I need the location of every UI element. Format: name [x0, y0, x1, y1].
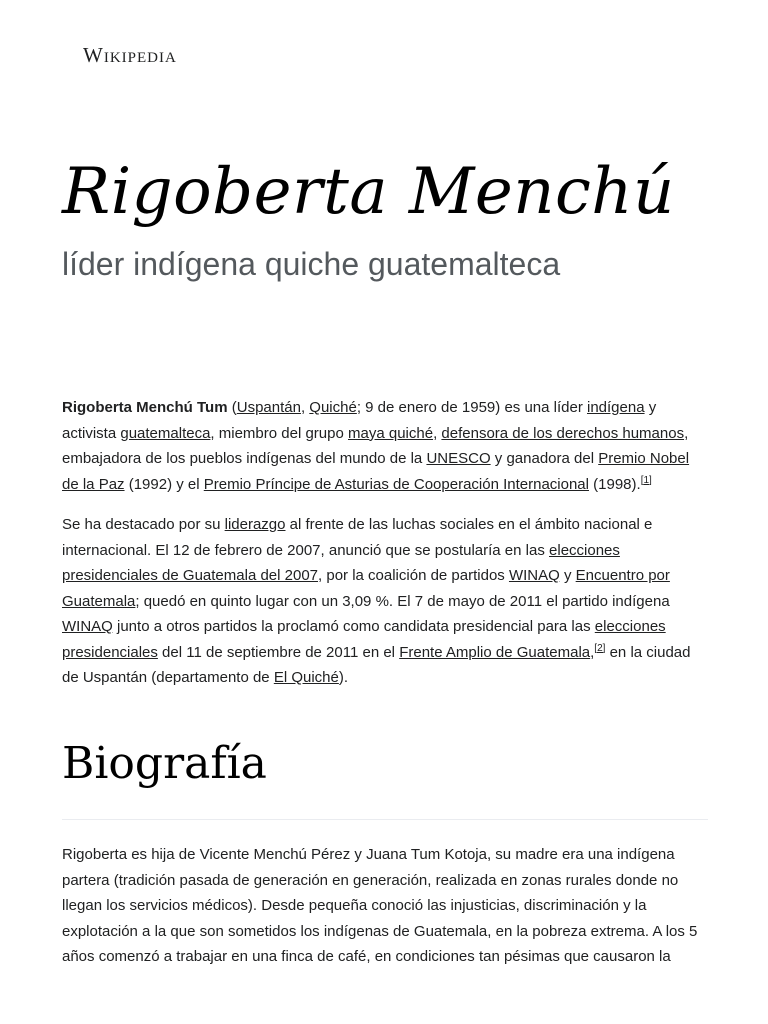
link-elecciones-presidenciales[interactable]: elecciones presidenciales	[62, 618, 666, 661]
text: ; quedó en quinto lugar con un 3,09 %. El 7 de mayo de 2011 el partido indígena	[135, 592, 670, 610]
link-el-quiche[interactable]: El Quiché	[273, 669, 339, 686]
text: , por la coalición de partidos	[318, 567, 509, 584]
text: y activista	[62, 399, 657, 442]
wikipedia-logo[interactable]: Wikipedia	[83, 43, 177, 67]
text: Se ha destacado por su	[62, 516, 225, 533]
text: y ganadora del	[490, 450, 599, 467]
link-liderazgo[interactable]: liderazgo	[224, 516, 286, 533]
link-winaq[interactable]: WINAQ	[508, 567, 560, 584]
text: ,	[433, 424, 442, 442]
link-quiche[interactable]: Quiché	[309, 399, 357, 416]
link-frente-amplio[interactable]: Frente Amplio de Guatemala	[399, 643, 591, 661]
text: , miembro del grupo	[210, 424, 348, 442]
link-elecciones-2007[interactable]: elecciones presidenciales de Guatemala del 2007	[62, 541, 620, 584]
text: junto a otros partidos la proclamó como candidata presidencial para las	[112, 618, 595, 635]
link-uspantan[interactable]: Uspantán	[236, 399, 301, 416]
text: y	[559, 567, 576, 584]
subject-name: Rigoberta Menchú Tum	[62, 399, 228, 416]
text: del 11 de septiembre de 2011 en el	[157, 643, 400, 661]
link-maya-quiche[interactable]: maya quiché	[348, 424, 434, 442]
link-winaq-2[interactable]: WINAQ	[62, 618, 113, 635]
text: (1998).	[588, 475, 641, 493]
text: (	[227, 399, 237, 416]
text: , embajadora de los pueblos indígenas del mundo de la	[62, 424, 689, 467]
text: ,	[300, 399, 310, 416]
link-indigena[interactable]: indígena	[587, 399, 645, 416]
link-premio-nobel-paz[interactable]: Premio Nobel de la Paz	[62, 450, 690, 493]
link-defensora-derechos-humanos[interactable]: defensora de los derechos humanos	[441, 424, 685, 442]
page-subtitle: líder indígena quiche guatemalteca	[62, 246, 561, 282]
section-divider	[62, 819, 708, 820]
text: ,	[590, 643, 595, 661]
link-encuentro-por-guatemala[interactable]: Encuentro por Guatemala	[62, 567, 670, 610]
text: (1992) y el	[124, 475, 204, 493]
section-heading-biografia[interactable]: Biografía	[62, 738, 267, 789]
link-premio-principe-asturias[interactable]: Premio Príncipe de Asturias de Cooperación Internacional	[203, 475, 589, 493]
intro-paragraph	[62, 395, 708, 497]
page-title: Rigoberta Menchú	[62, 155, 675, 229]
link-unesco[interactable]: UNESCO	[426, 450, 491, 467]
link-guatemalteca[interactable]: guatemalteca	[120, 424, 211, 442]
reference-2[interactable]: [2]	[594, 642, 606, 654]
text: ; 9 de enero de 1959) es una líder	[356, 399, 587, 416]
reference-1[interactable]: [1]	[640, 474, 652, 486]
text: ).	[338, 669, 349, 686]
biography-paragraph: Rigoberta es hija de Vicente Menchú Pérez y Juana Tum Kotoja, su madre era una indígena partera (tradición pasada de generación en generación, realizada en zonas rurales donde no llegan los servicios médicos). Desde pequeña conoció las injusticias, discriminación y la explotación a la que son sometidos los indígenas de Guatemala, en la pobreza extrema. A los 5 años comenzó a trabajar en una finca de café, en condiciones tan pésimas que causaron la	[62, 846, 698, 965]
text: al frente de las luchas sociales en el ámbito nacional e internacional. El 12 de febrero de 2007, anunció que se postularía en las	[62, 516, 653, 559]
campaign-paragraph	[62, 512, 708, 691]
text: en la ciudad de Uspantán (departamento de	[62, 643, 691, 686]
